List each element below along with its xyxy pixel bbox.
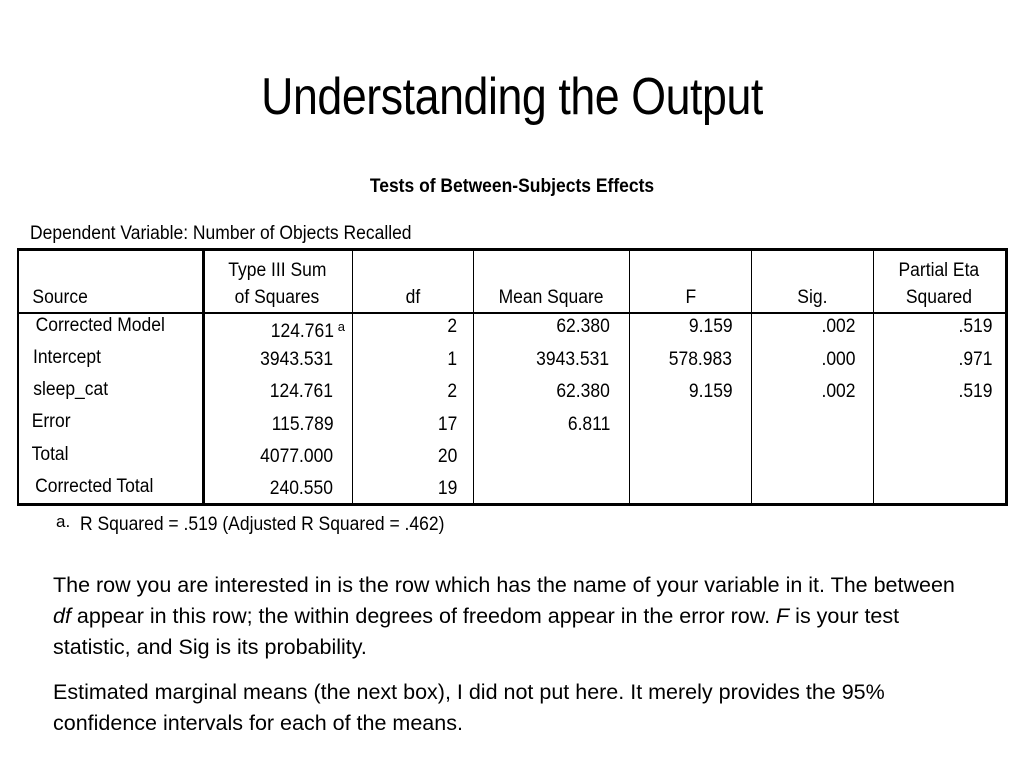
table-row-ms: 62.380: [556, 381, 610, 402]
explanation-paragraph: The row you are interested in is the row which has the name of your variable in it. The between df appear in this row; the within degrees of freedom appear in the error row. F is your test statistic, and Sig is its probability.: [53, 573, 955, 659]
table-row-source: Error: [31, 411, 71, 432]
table-row-ss: 124.761: [270, 381, 334, 402]
table-row-ms: 6.811: [567, 414, 611, 435]
header-source: Source: [32, 287, 88, 308]
table-row-sig: .000: [821, 349, 856, 370]
table-row-f: 578.983: [669, 349, 733, 370]
table-row-ms: 3943.531: [535, 349, 609, 370]
header-mean-square: Mean Square: [499, 287, 604, 308]
table-row-eta: .519: [958, 381, 993, 402]
footnote-letter: a.: [56, 512, 71, 531]
table-row-df: 17: [437, 414, 458, 435]
header-eta-line2: Squared: [905, 287, 973, 308]
header-ss-line1: Type III Sum: [227, 260, 327, 281]
table-row-ss: 124.761 $^a$: [270, 319, 345, 342]
header-f: F: [685, 287, 696, 308]
header-sig: Sig.: [797, 287, 828, 308]
table-row-ss: 3943.531: [259, 349, 333, 370]
table-row-source: sleep_cat: [33, 379, 109, 400]
f-italic: F: [776, 604, 790, 628]
df-italic: df: [53, 604, 71, 628]
table-row-sig: .002: [821, 381, 856, 402]
table-row-df: 19: [437, 478, 458, 499]
table-row-source: Corrected Total: [35, 476, 154, 497]
table-row-df: 1: [447, 349, 458, 370]
table-row-f: 9.159: [689, 316, 734, 337]
table-row-sig: .002: [821, 316, 856, 337]
table-row-eta: .971: [958, 349, 993, 370]
dependent-variable-label: Dependent Variable: Number of Objects Recalled: [30, 223, 412, 244]
table-row-ss: 115.789: [271, 414, 334, 435]
table-row-source: Corrected Model: [35, 315, 165, 336]
marginal-means-paragraph: Estimated marginal means (the next box), I did not put here. It merely provides the 95% confidence intervals for each of the means.: [53, 680, 885, 735]
table-row-df: 20: [437, 446, 458, 467]
table-row-df: 2: [447, 316, 458, 337]
table-row-ss: 240.550: [270, 478, 334, 499]
table-title: Tests of Between-Subjects Effects: [369, 176, 655, 197]
slide-title: Understanding the Output: [261, 68, 763, 126]
table-row-ss: 4077.000: [259, 446, 333, 467]
table-row-eta: .519: [958, 316, 993, 337]
header-ss-line2: of Squares: [234, 287, 320, 308]
footnote-marker: a: [337, 319, 345, 334]
table-row-ms: 62.380: [556, 316, 610, 337]
footnote-text: R Squared = .519 (Adjusted R Squared = .462): [80, 514, 445, 535]
header-df: df: [405, 287, 421, 308]
anova-table: [17, 248, 1008, 506]
table-row-source: Intercept: [32, 347, 101, 368]
table-row-source: Total: [31, 444, 69, 465]
header-eta-line1: Partial Eta: [898, 260, 980, 281]
table-row-df: 2: [447, 381, 458, 402]
table-row-f: 9.159: [689, 381, 734, 402]
